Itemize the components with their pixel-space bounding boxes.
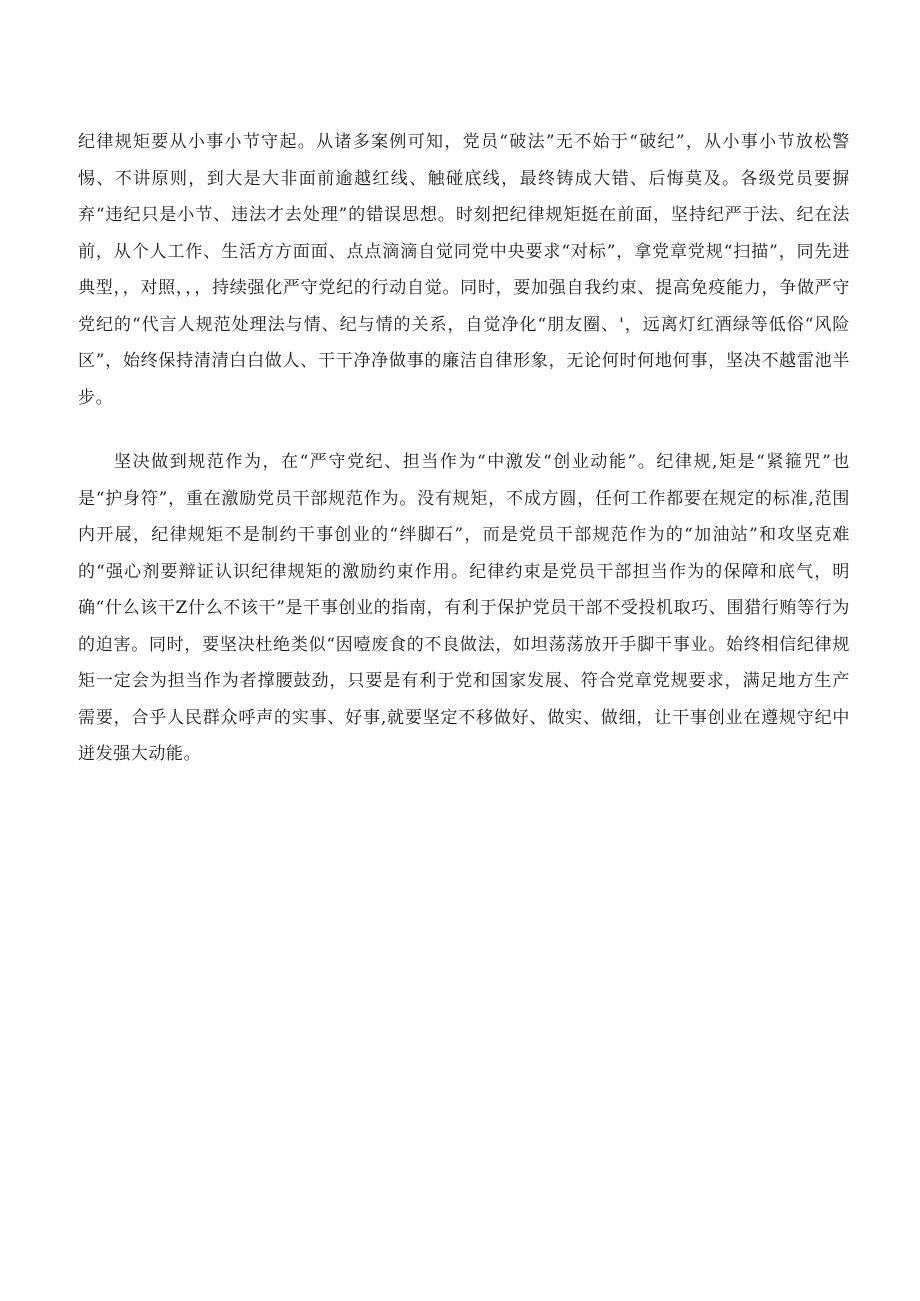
document-body [78,124,850,773]
paragraph-2: 坚决做到规范作为，在“严守党纪、担当作为“中激发“创业动能”。纪律规,矩是“紧箍咒”也是“护身符”，重在激励党员干部规范作为。没有规矩，不成方圆，任何工作都要在规定的标准,范围内开展，纪律规矩不是制约干事创业的“绊脚石”，而是党员干部规范作为的“加油站”和攻坚克难的“强心剂要辩证认识纪律规矩的激励约束作用。纪律约束是党员干部担当作为的保障和底气，明确“什么该干Z什么不该干”是干事创业的指南，有利于保护党员干部不受投机取巧、围猎行贿等行为的迫害。同时，要坚决杜绝类似“因噎废食的不良做法，如坦荡荡放开手脚干事业。始终相信纪律规矩一定会为担当作为者撑腰鼓劲，只要是有利于党和国家发展、符合党章党规要求，满足地方生产需要，合乎人民群众呼声的实事、好事,就要坚定不移做好、做实、做细，让干事创业在遵规守纪中迸发强大动能。 [78,452,850,764]
paragraph-1: 纪律规矩要从小事小节守起。从诸多案例可知，党员“破法”无不始于“破纪”，从小事小节放松警惕、不讲原则，到大是大非面前逾越红线、触碰底线，最终铸成大错、后悔莫及。各级党员要摒弃“违纪只是小节、违法才去处理”的错误思想。时刻把纪律规矩挺在前面，坚持纪严于法、纪在法前，从个人工作、生活方方面面、点点滴滴自觉同党中央要求“对标”，拿党章党规“扫描”，同先进典型，，对照，，，持续强化严守党纪的行动自觉。同时，要加强自我约束、提高免疫能力，争做严守党纪的“代言人规范处理法与情、纪与情的关系，自觉净化“朋友圈、'，远离灯红酒绿等低俗“风险区”，始终保持清清白白做人、干干净净做事的廉洁自律形象，无论何时何地何事，坚决不越雷池半步。 [78,132,850,408]
